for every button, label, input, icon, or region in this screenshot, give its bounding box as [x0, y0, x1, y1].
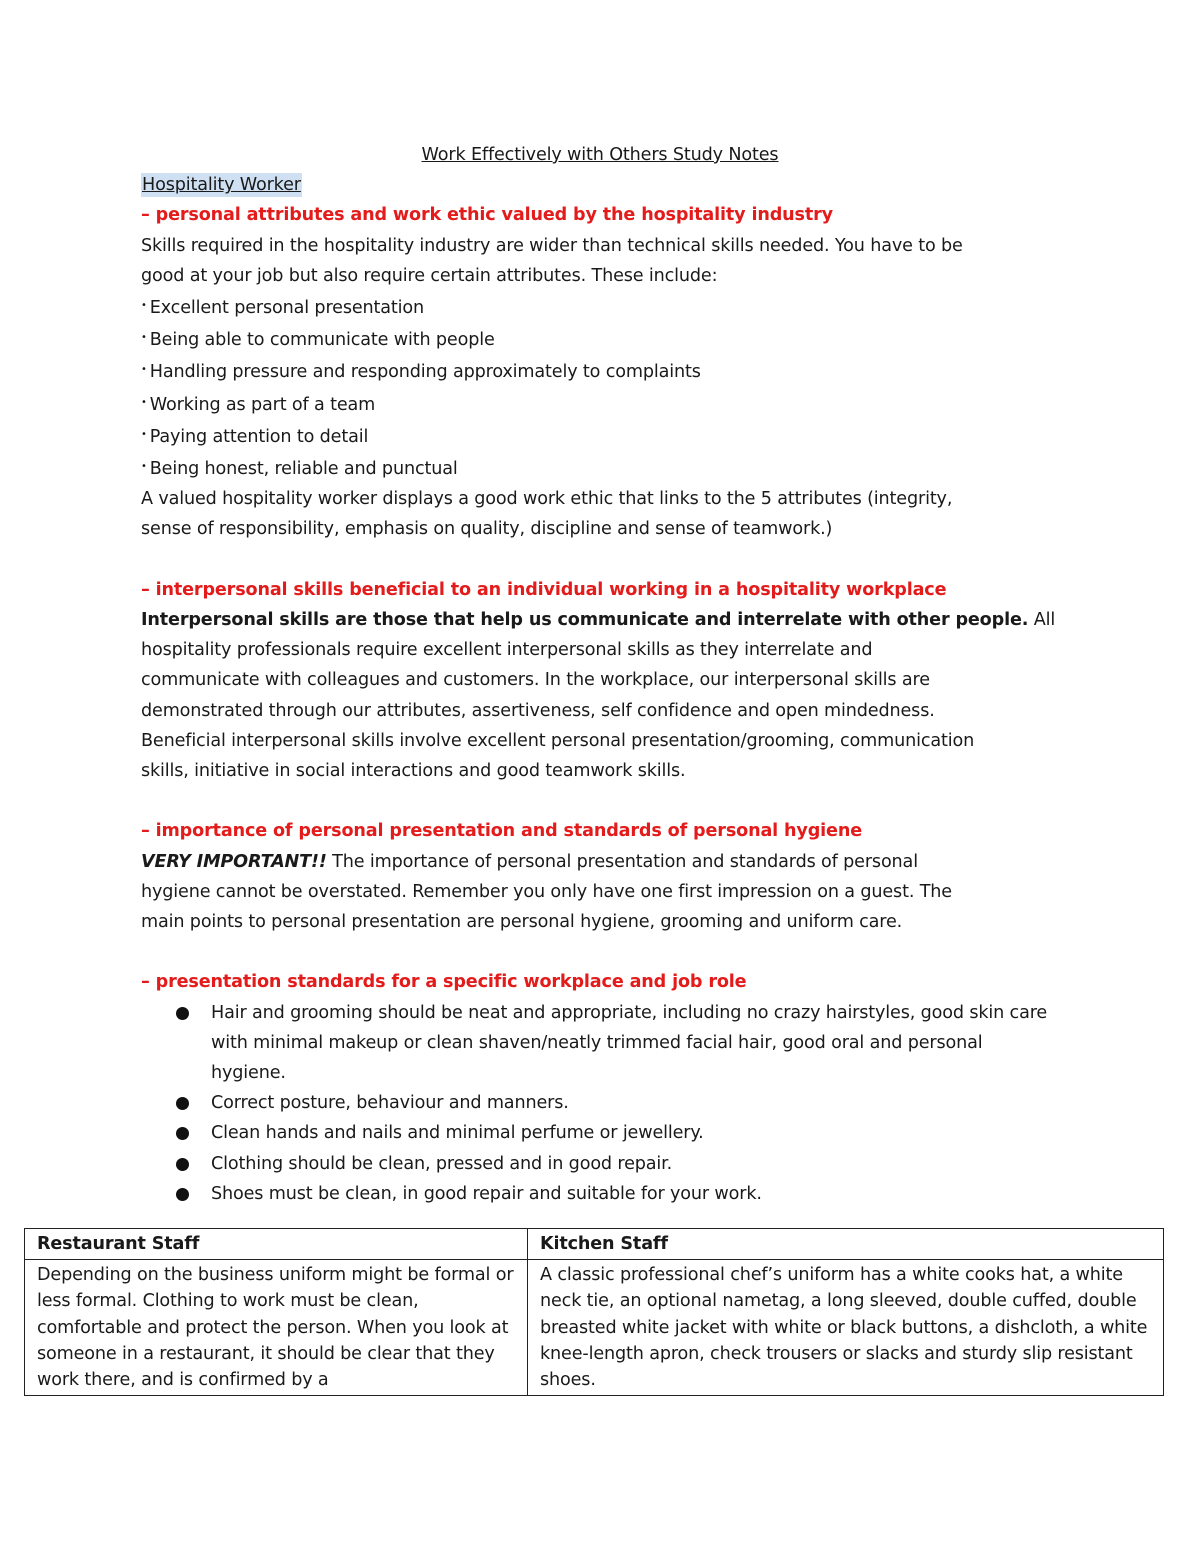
- list-item: Clothing should be clean, pressed and in good repair.: [141, 1149, 1061, 1179]
- table-header-kitchen-staff: Kitchen Staff: [528, 1229, 1164, 1260]
- section3-heading: – importance of personal presentation and standards of personal hygiene: [141, 821, 862, 842]
- section1-bullet-item: • Being able to communicate with people: [141, 330, 495, 351]
- table-header-row: [25, 1229, 1164, 1260]
- document-title: Work Effectively with Others Study Notes: [421, 145, 779, 165]
- bullet-dot-icon: •: [141, 396, 147, 408]
- subheading-hospitality-worker: Hospitality Worker: [142, 175, 301, 196]
- section2-line: Beneficial interpersonal skills involve excellent personal presentation/grooming, communication: [141, 730, 975, 751]
- table-header-restaurant-staff: Restaurant Staff: [25, 1229, 528, 1260]
- bullet-dot-icon: •: [141, 428, 147, 440]
- presentation-standards-list: [141, 998, 1061, 1209]
- section1-bullet-item: • Being honest, reliable and punctual: [141, 459, 458, 480]
- section2-heading: – interpersonal skills beneficial to an individual working in a hospitality workplace: [141, 579, 947, 600]
- table-cell-restaurant-staff: Depending on the business uniform might be formal or less formal. Clothing to work must be clean, comfortable and protect the person. When you look at someone in a restaurant, it should be clear that they work there, and is confirmed by a: [25, 1260, 528, 1396]
- table-cell-kitchen-staff: A classic professional chef’s uniform has a white cooks hat, a white neck tie, an optional nametag, a long sleeved, double cuffed, double breasted white jacket with white or black buttons, a dishcloth, a white knee-length apron, check trousers or slacks and sturdy slip resistant shoes.: [528, 1260, 1164, 1396]
- section2-line: communicate with colleagues and customers. In the workplace, our interpersonal skills are: [141, 670, 930, 691]
- bullet-icon: [176, 1127, 189, 1140]
- section1-closing-line: sense of responsibility, emphasis on quality, discipline and sense of teamwork.): [141, 519, 833, 540]
- document-body: [141, 140, 1061, 1209]
- section3-emphasis: VERY IMPORTANT!!: [141, 851, 327, 872]
- section2-line: skills, initiative in social interactions and good teamwork skills.: [141, 761, 686, 782]
- section2-first-line: Interpersonal skills are those that help us communicate and interrelate with other people. All: [141, 610, 1056, 631]
- section2-bold-lead: Interpersonal skills are those that help us communicate and interrelate with other people.: [141, 610, 1029, 631]
- section1-bullet-item: • Working as part of a team: [141, 394, 376, 415]
- section2-line: hospitality professionals require excellent interpersonal skills as they interrelate and: [141, 640, 873, 661]
- list-item: Correct posture, behaviour and manners.: [141, 1088, 1061, 1118]
- table-row: [25, 1260, 1164, 1396]
- bullet-dot-icon: •: [141, 461, 147, 473]
- section1-heading: – personal attributes and work ethic valued by the hospitality industry: [141, 205, 833, 226]
- section1-bullet-item: • Paying attention to detail: [141, 426, 369, 447]
- list-item: Shoes must be clean, in good repair and suitable for your work.: [141, 1179, 1061, 1209]
- bullet-icon: [176, 1188, 189, 1201]
- bullet-dot-icon: •: [141, 300, 147, 312]
- section1-bullet-item: • Handling pressure and responding approximately to complaints: [141, 362, 701, 383]
- bullet-dot-icon: •: [141, 332, 147, 344]
- section3-first-line: VERY IMPORTANT!! The importance of personal presentation and standards of personal: [141, 851, 918, 872]
- uniform-table: [24, 1228, 1164, 1396]
- bullet-icon: [176, 1007, 189, 1020]
- bullet-dot-icon: •: [141, 364, 147, 376]
- list-item: Hair and grooming should be neat and appropriate, including no crazy hairstyles, good skin care with minimal makeup or clean shaven/neatly trimmed facial hair, good oral and personal hygiene.: [141, 998, 1061, 1089]
- section2-line: demonstrated through our attributes, assertiveness, self confidence and open mindedness.: [141, 700, 935, 721]
- section1-bullet-item: • Excellent personal presentation: [141, 298, 424, 319]
- list-item: Clean hands and nails and minimal perfume or jewellery.: [141, 1118, 1061, 1148]
- bullet-icon: [176, 1158, 189, 1171]
- section4-heading: – presentation standards for a specific workplace and job role: [141, 972, 747, 993]
- section1-intro-line: Skills required in the hospitality industry are wider than technical skills needed. You have to be: [141, 235, 963, 256]
- section3-line: main points to personal presentation are personal hygiene, grooming and uniform care.: [141, 912, 903, 933]
- bullet-icon: [176, 1097, 189, 1110]
- section1-closing-line: A valued hospitality worker displays a good work ethic that links to the 5 attributes (integrity,: [141, 489, 953, 510]
- section3-line: hygiene cannot be overstated. Remember you only have one first impression on a guest. The: [141, 881, 952, 902]
- subheading-line: [141, 170, 1061, 200]
- section1-intro-line: good at your job but also require certain attributes. These include:: [141, 265, 718, 286]
